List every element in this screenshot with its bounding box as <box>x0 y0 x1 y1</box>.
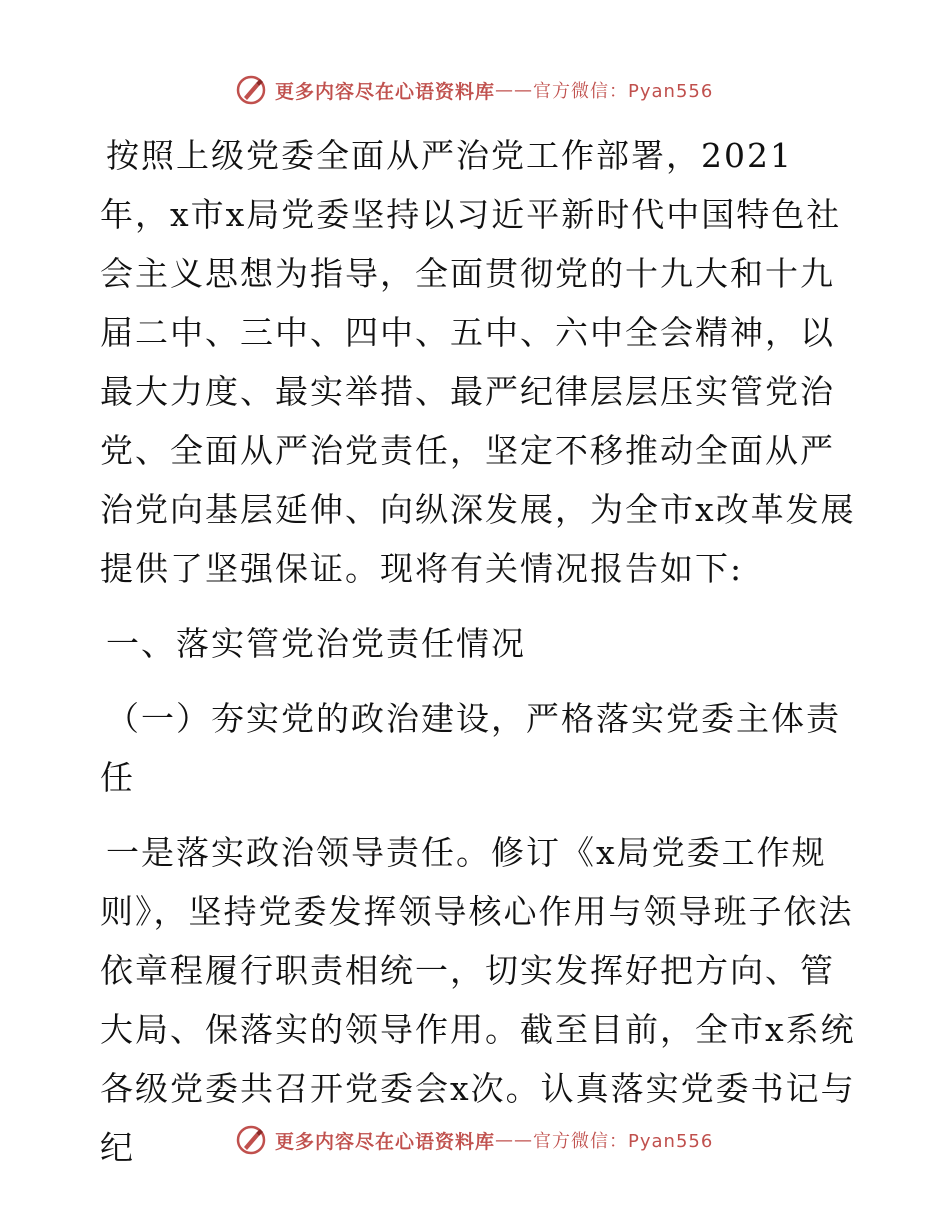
watermark-dash: —— <box>495 1129 534 1151</box>
watermark-main-text: 更多内容尽在心语资料库 <box>275 80 496 103</box>
watermark-sub-text: 官方微信：Pyan556 <box>533 1131 714 1152</box>
section-heading: 一、落实管党治党责任情况 <box>106 624 526 663</box>
document-body <box>100 126 860 1177</box>
intro-paragraph: 按照上级党委全面从严治党工作部署，2021年，x市x局党委坚持以习近平新时代中国特色社会主义思想为指导，全面贯彻党的十九大和十九届二中、三中、四中、五中、六中全会精神，以最大力度、最实举措、最严纪律层层压实管党治党、全面从严治党责任，坚定不移推动全面从严治党向基层延伸、向纵深发展，为全市x改革发展提供了坚强保证。现将有关情况报告如下: <box>100 136 856 588</box>
body-paragraph: 一是落实政治领导责任。修订《x局党委工作规则》，坚持党委发挥领导核心作用与领导班子依法依章程履行职责相统一，切实发挥好把方向、管大局、保落实的领导作用。截至目前，全市x系统各级党委共召开党委会x次。认真落实党委书记与纪 <box>100 833 856 1167</box>
watermark-sub-text: 官方微信：Pyan556 <box>533 81 714 102</box>
watermark-main-text: 更多内容尽在心语资料库 <box>275 1130 496 1153</box>
pen-logo-icon <box>235 74 267 106</box>
watermark-dash: —— <box>495 79 534 101</box>
footer-watermark <box>235 1122 713 1158</box>
header-watermark <box>235 72 713 108</box>
subsection-heading: （一）夯实党的政治建设，严格落实党委主体责任 <box>100 699 841 797</box>
pen-logo-icon <box>235 1124 267 1156</box>
